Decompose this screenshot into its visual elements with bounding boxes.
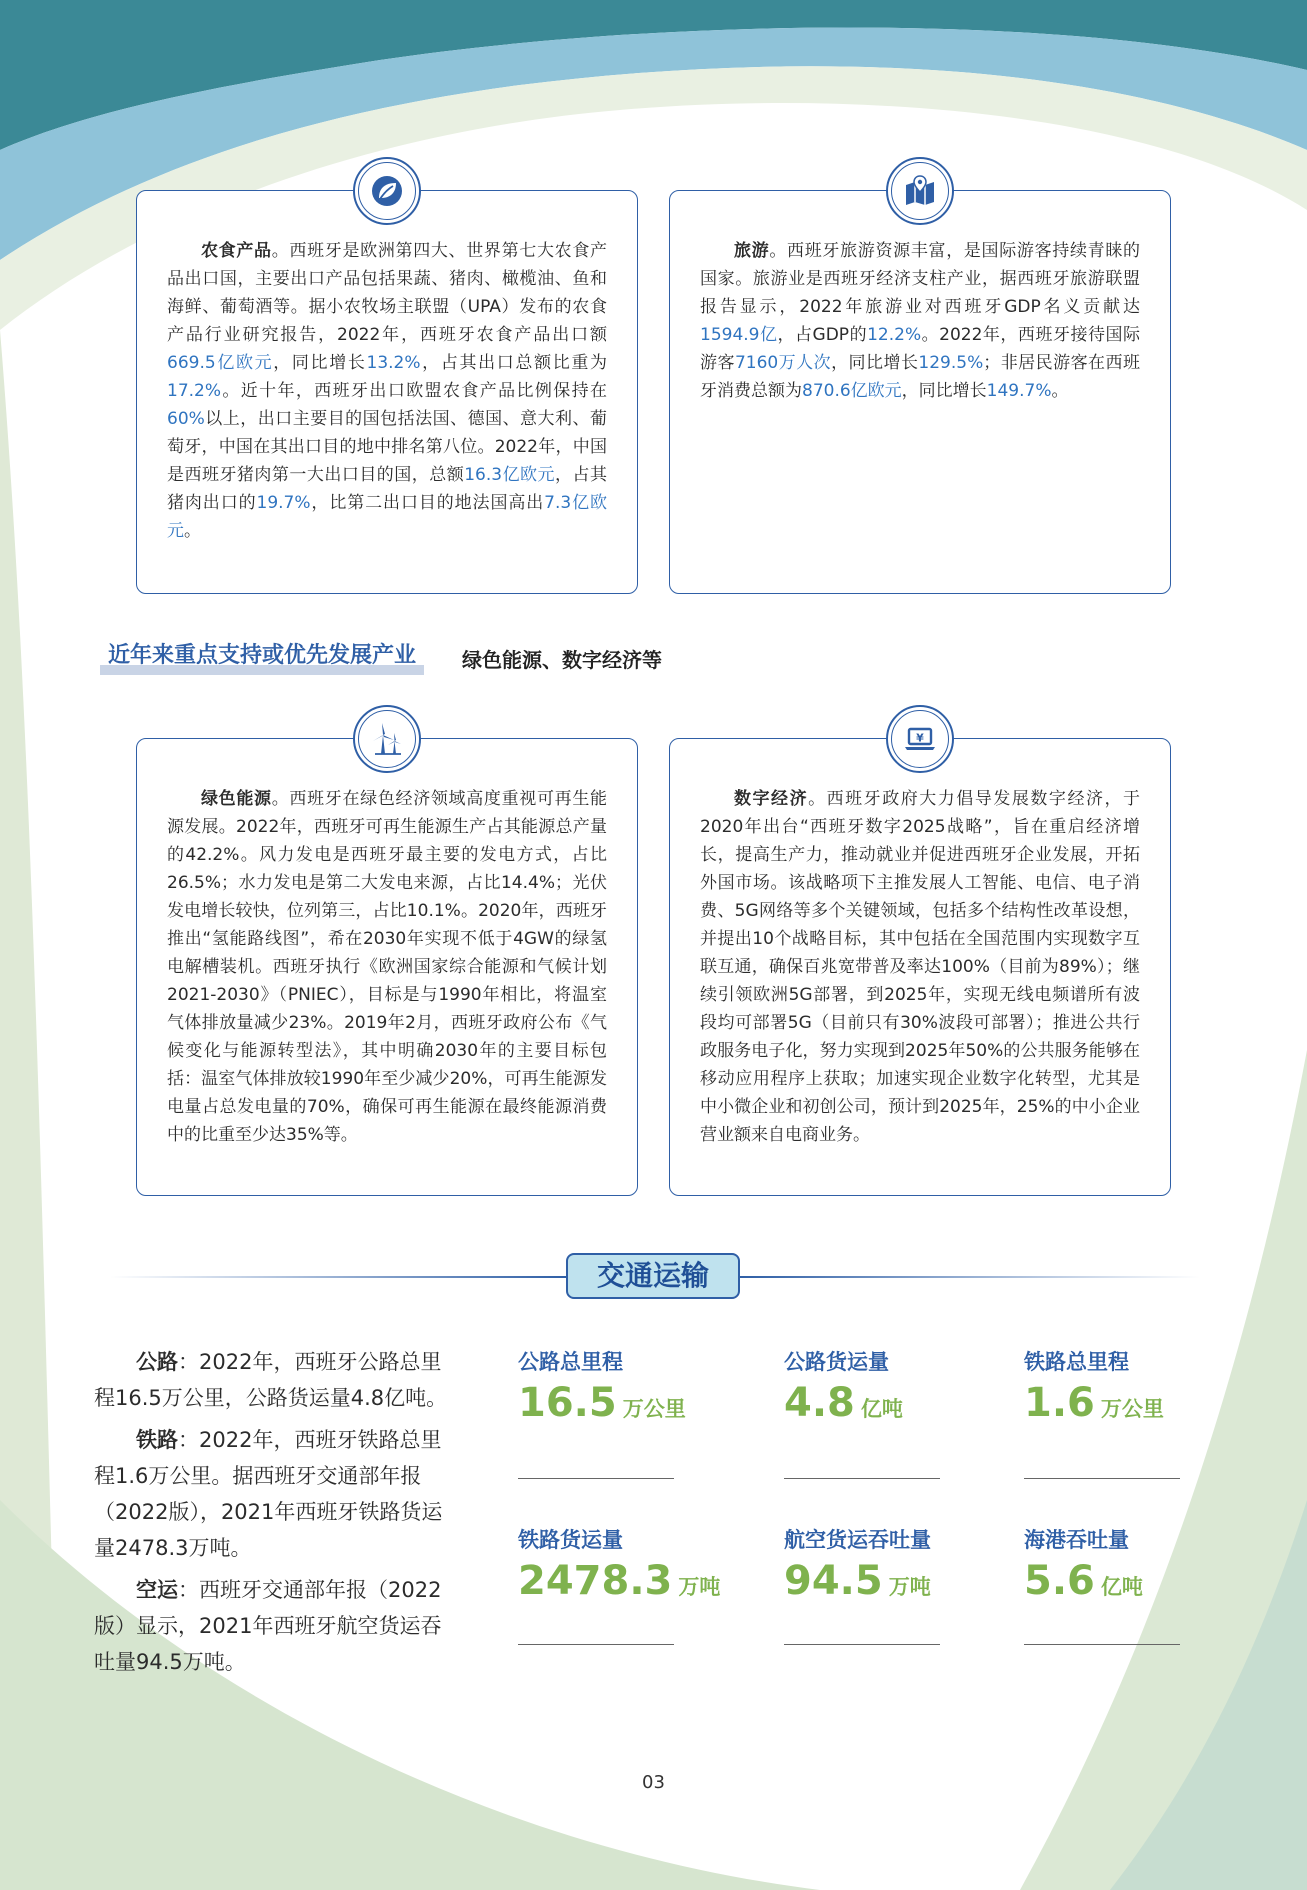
laptop-yen-icon (886, 705, 954, 773)
agri-text: 农食产品。西班牙是欧洲第四大、世界第七大农食产品出口国，主要出口产品包括果蔬、猪肉、橄榄油、鱼和海鲜、葡萄酒等。据小农牧场主联盟（UPA）发布的农食产品行业研究报告，2022年，西班牙农食产品出口额669.5亿欧元，同比增长13.2%，占其出口总额比重为17.2%。近十年，西班牙出口欧盟农食产品比例保持在60%以上，出口主要目的国包括法国、德国、意大利、葡萄牙，中国在其出口目的地中排名第八位。2022年，中国是西班牙猪肉第一大出口目的国，总额16.3亿欧元，占其猪肉出口的19.7%，比第二出口目的地法国高出7.3亿欧元。 (167, 241, 608, 541)
stat-rail-freight: 铁路货运量 2478.3 万吨 (518, 1524, 720, 1604)
air-paragraph: 空运：西班牙交通部年报（2022版）显示，2021年西班牙航空货运吞吐量94.5万吨。 (94, 1578, 442, 1674)
stat-seaport: 海港吞吐量 5.6 亿吨 (1024, 1524, 1143, 1604)
leaf-icon (353, 157, 421, 225)
tourism-text: 旅游。西班牙旅游资源丰富，是国际游客持续青睐的国家。旅游业是西班牙经济支柱产业，据西班牙旅游联盟报告显示，2022年旅游业对西班牙GDP名义贡献达1594.9亿，占GDP的12.2%。2022年，西班牙接待国际游客7160万人次，同比增长129.5%；非居民游客在西班牙消费总额为870.6亿欧元，同比增长149.7%。 (700, 241, 1141, 401)
transport-title: 交通运输 (566, 1253, 740, 1299)
divider-right (740, 1276, 1200, 1278)
stat-air-freight: 航空货运吞吐量 94.5 万吨 (784, 1524, 931, 1604)
rail-paragraph: 铁路：2022年，西班牙铁路总里程1.6万公里。据西班牙交通部年报（2022版），2021年西班牙铁路货运量2478.3万吨。 (94, 1428, 443, 1560)
svg-text:¥: ¥ (916, 731, 924, 745)
agri-card (136, 190, 638, 594)
green-energy-card (136, 738, 638, 1196)
transport-description (94, 1344, 454, 1686)
digital-economy-card (669, 738, 1171, 1196)
divider-left (110, 1276, 566, 1278)
stat-road-length: 公路总里程 16.5 万公里 (518, 1346, 686, 1426)
tourism-card (669, 190, 1171, 594)
stat-rail-length: 铁路总里程 1.6 万公里 (1024, 1346, 1164, 1426)
green-energy-text: 绿色能源。西班牙在绿色经济领域高度重视可再生能源发展。2022年，西班牙可再生能源生产占其能源总产量的42.2%。风力发电是西班牙最主要的发电方式，占比26.5%；水力发电是第二大发电来源，占比14.4%；光伏发电增长较快，位列第三，占比10.1%。2020年，西班牙推出“氢能路线图”，希在2030年实现不低于4GW的绿氢电解槽装机。西班牙执行《欧洲国家综合能源和气候计划2021-2030》（PNIEC），目标是与1990年相比，将温室气体排放量减少23%。2019年2月，西班牙政府公布《气候变化与能源转型法》，其中明确2030年的主要目标包括：温室气体排放较1990年至少减少20%，可再生能源发电量占总发电量的70%，确保可再生能源在最终能源消费中的比重至少达35%等。 (167, 789, 608, 1145)
section-tag: 近年来重点支持或优先发展产业 (100, 634, 424, 675)
digital-economy-text: 数字经济。西班牙政府大力倡导发展数字经济，于2020年出台“西班牙数字2025战略”，旨在重启经济增长，提高生产力，推动就业并促进西班牙企业发展，开拓外国市场。该战略项下主推发展人工智能、电信、电子消费、5G网络等多个关键领域，包括多个结构性改革设想，并提出10个战略目标，其中包括在全国范围内实现数字互联互通，确保百兆宽带普及率达100%（目前为89%）；继续引领欧洲5G部署，到2025年，实现无线电频谱所有波段均可部署5G（目前只有30%波段可部署）；推进公共行政服务电子化，努力实现到2025年50%的公共服务能够在移动应用程序上获取；加速实现企业数字化转型，尤其是中小微企业和初创公司，预计到2025年，25%的中小企业营业额来自电商业务。 (700, 789, 1141, 1145)
page-number: 03 (642, 1772, 665, 1793)
stat-road-freight: 公路货运量 4.8 亿吨 (784, 1346, 903, 1426)
road-paragraph: 公路：2022年，西班牙公路总里程16.5万公里，公路货运量4.8亿吨。 (94, 1350, 448, 1410)
section-value: 绿色能源、数字经济等 (462, 648, 662, 672)
wind-turbine-icon (353, 705, 421, 773)
map-pin-icon (886, 157, 954, 225)
